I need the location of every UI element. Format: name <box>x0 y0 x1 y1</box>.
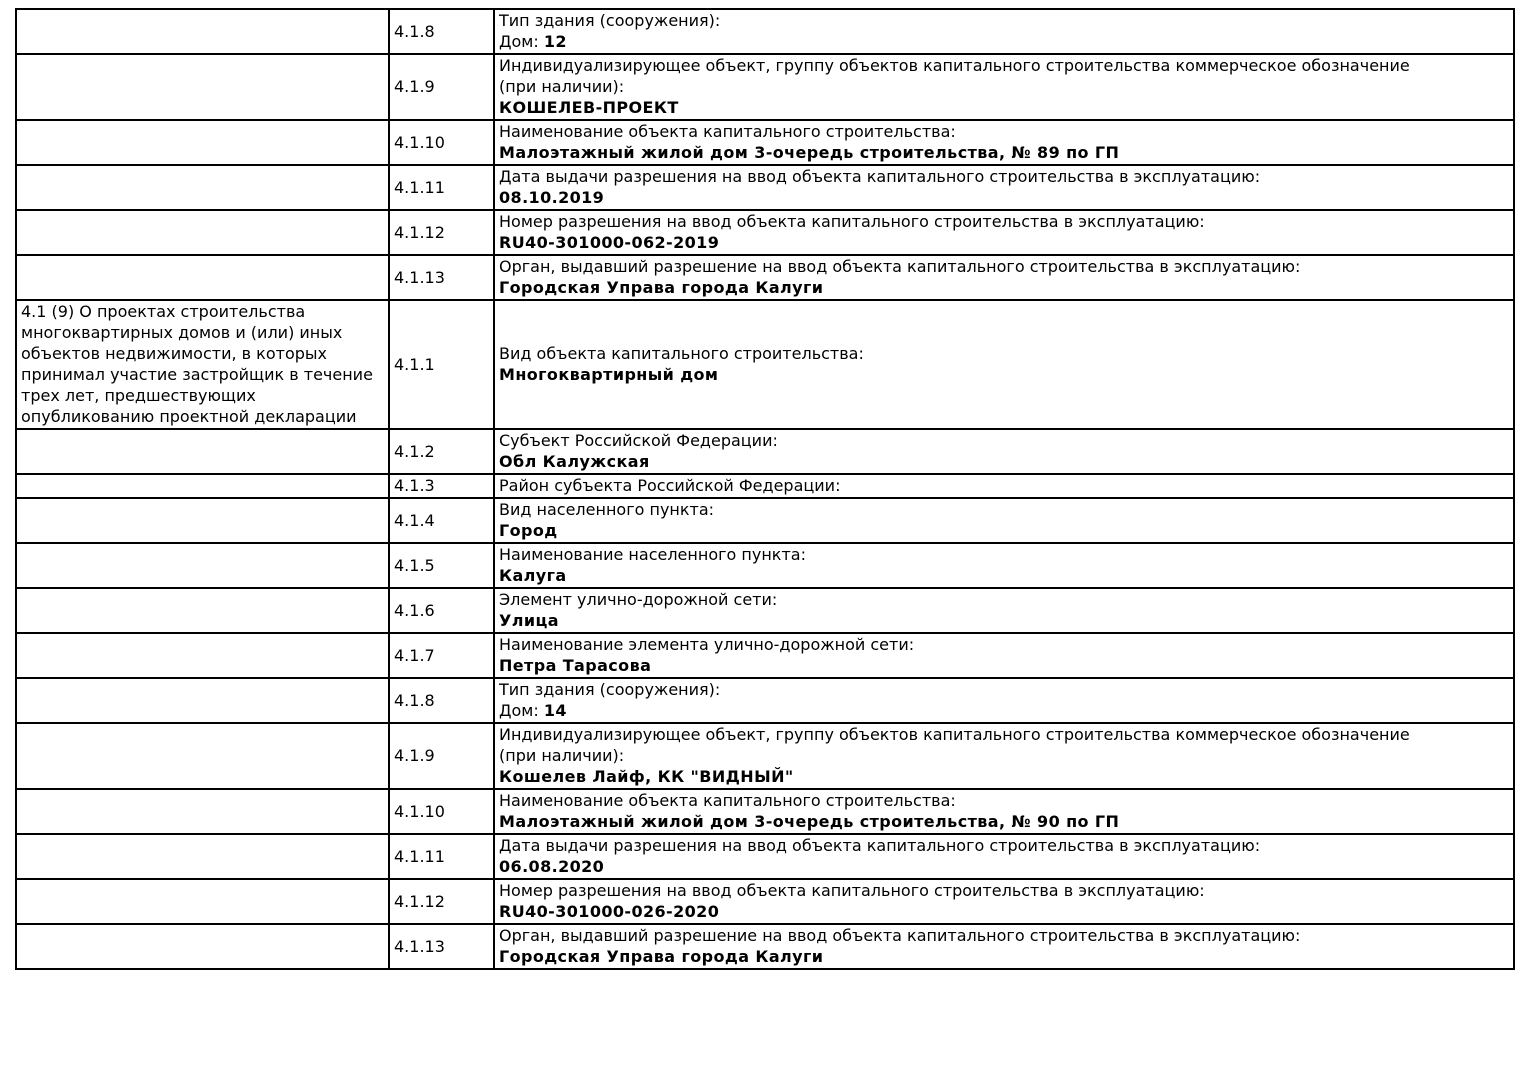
section-cell <box>16 120 389 165</box>
field-value <box>499 277 1509 298</box>
field-value <box>499 856 1509 877</box>
field-value-text: Кошелев Лайф, КК "ВИДНЫЙ" <box>499 767 794 786</box>
code-cell <box>389 120 494 165</box>
field-value-text: Малоэтажный жилой дом 3-очередь строительства, № 90 по ГП <box>499 812 1120 831</box>
content-cell <box>494 678 1514 723</box>
code-cell <box>389 429 494 474</box>
row-code: 4.1.11 <box>394 846 445 866</box>
row-code: 4.1.12 <box>394 891 445 911</box>
code-cell <box>389 723 494 789</box>
table-row <box>16 120 1514 165</box>
row-code: 4.1.9 <box>394 77 435 96</box>
table-row <box>16 678 1514 723</box>
field-value <box>499 97 1509 118</box>
field-value <box>499 610 1509 631</box>
section-cell <box>16 429 389 474</box>
row-code: 4.1.11 <box>394 177 445 197</box>
section-cell <box>16 588 389 633</box>
table-row <box>16 54 1514 120</box>
field-value-text: 12 <box>543 32 567 51</box>
code-cell <box>389 9 494 54</box>
section-cell <box>16 498 389 543</box>
field-label: Номер разрешения на ввод объекта капитального строительства в эксплуатацию: <box>499 881 1205 900</box>
section-cell <box>16 474 389 498</box>
row-code: 4.1.7 <box>394 645 435 665</box>
field-label: Дата выдачи разрешения на ввод объекта капитального строительства в эксплуатацию: <box>499 836 1261 855</box>
field-value-text: Многоквартирный дом <box>499 365 719 384</box>
content-cell <box>494 924 1514 969</box>
content-cell <box>494 165 1514 210</box>
field-value <box>499 901 1509 922</box>
field-label: Наименование объекта капитального строительства: <box>499 791 956 810</box>
table-row <box>16 543 1514 588</box>
field-label: Наименование объекта капитального строительства: <box>499 122 956 141</box>
field-value <box>499 700 1509 721</box>
section-cell <box>16 165 389 210</box>
section-cell <box>16 9 389 54</box>
field-label: Вид населенного пункта: <box>499 500 715 519</box>
code-cell <box>389 588 494 633</box>
code-cell <box>389 879 494 924</box>
field-label: Номер разрешения на ввод объекта капитального строительства в эксплуатацию: <box>499 212 1205 231</box>
code-cell <box>389 255 494 300</box>
field-value-text: КОШЕЛЕВ-ПРОЕКТ <box>499 98 679 117</box>
code-cell <box>389 924 494 969</box>
code-cell <box>389 54 494 120</box>
field-value-prefix: Дом: <box>499 32 544 51</box>
row-code: 4.1.10 <box>394 132 445 152</box>
field-value <box>499 565 1509 586</box>
section-cell <box>16 543 389 588</box>
field-value <box>499 766 1509 787</box>
field-value <box>499 364 1509 385</box>
code-cell <box>389 300 494 429</box>
field-value <box>499 142 1509 163</box>
row-code: 4.1.13 <box>394 267 445 287</box>
row-code: 4.1.9 <box>394 746 435 765</box>
table-row <box>16 924 1514 969</box>
field-label: Элемент улично-дорожной сети: <box>499 590 778 609</box>
field-label: Орган, выдавший разрешение на ввод объекта капитального строительства в эксплуатацию: <box>499 926 1301 945</box>
field-value-text: Городская Управа города Калуги <box>499 947 824 966</box>
row-code: 4.1.2 <box>394 441 435 461</box>
section-cell <box>16 723 389 789</box>
field-label: Тип здания (сооружения): <box>499 680 721 699</box>
content-cell <box>494 834 1514 879</box>
row-code: 4.1.12 <box>394 222 445 242</box>
section-cell <box>16 834 389 879</box>
field-value <box>499 451 1509 472</box>
row-code: 4.1.1 <box>394 354 435 374</box>
table-row <box>16 9 1514 54</box>
field-value <box>499 655 1509 676</box>
content-cell <box>494 588 1514 633</box>
content-cell <box>494 789 1514 834</box>
content-cell <box>494 54 1514 120</box>
field-value <box>499 187 1509 208</box>
field-value-text: Петра Тарасова <box>499 656 652 675</box>
content-cell <box>494 879 1514 924</box>
code-cell <box>389 834 494 879</box>
field-label: Субъект Российской Федерации: <box>499 431 778 450</box>
code-cell <box>389 789 494 834</box>
content-cell <box>494 543 1514 588</box>
content-cell <box>494 300 1514 429</box>
content-cell <box>494 255 1514 300</box>
section-cell <box>16 54 389 120</box>
field-label: Индивидуализирующее объект, группу объектов капитального строительства коммерческое обозначение (при наличии): <box>499 725 1410 765</box>
table-row <box>16 723 1514 789</box>
row-code: 4.1.8 <box>394 21 435 41</box>
content-cell <box>494 429 1514 474</box>
table-row <box>16 210 1514 255</box>
field-value <box>499 811 1509 832</box>
field-value <box>499 31 1509 52</box>
field-value-text: RU40-301000-062-2019 <box>499 233 720 252</box>
row-code: 4.1.3 <box>394 476 435 495</box>
field-value-text: 14 <box>543 701 567 720</box>
row-code: 4.1.8 <box>394 690 435 710</box>
field-value-text: Малоэтажный жилой дом 3-очередь строительства, № 89 по ГП <box>499 143 1120 162</box>
table-row <box>16 879 1514 924</box>
field-value-text: 06.08.2020 <box>499 857 605 876</box>
field-value-text: Город <box>499 521 558 540</box>
section-cell <box>16 210 389 255</box>
content-cell <box>494 120 1514 165</box>
table-row <box>16 498 1514 543</box>
field-value <box>499 520 1509 541</box>
row-code: 4.1.6 <box>394 600 435 620</box>
field-value-text: Калуга <box>499 566 567 585</box>
field-value <box>499 232 1509 253</box>
code-cell <box>389 498 494 543</box>
section-label: 4.1 (9) О проектах строительства многоквартирных домов и (или) иных объектов недвижимости, в которых принимал участие застройщик в течение трех лет, предшествующих опубликованию проектной декларации <box>21 302 373 426</box>
field-label: Тип здания (сооружения): <box>499 11 721 30</box>
code-cell <box>389 165 494 210</box>
field-value-text: Городская Управа города Калуги <box>499 278 824 297</box>
code-cell <box>389 210 494 255</box>
field-value <box>499 946 1509 967</box>
row-code: 4.1.5 <box>394 555 435 575</box>
declaration-table <box>15 8 1515 970</box>
field-label: Наименование населенного пункта: <box>499 545 806 564</box>
field-label: Индивидуализирующее объект, группу объектов капитального строительства коммерческое обозначение (при наличии): <box>499 56 1410 96</box>
table-row <box>16 789 1514 834</box>
table-row <box>16 633 1514 678</box>
table-row <box>16 300 1514 429</box>
code-cell <box>389 474 494 498</box>
field-value-text: RU40-301000-026-2020 <box>499 902 720 921</box>
row-code: 4.1.10 <box>394 801 445 821</box>
field-value-text: Улица <box>499 611 559 630</box>
code-cell <box>389 678 494 723</box>
table-row <box>16 588 1514 633</box>
table-row <box>16 165 1514 210</box>
content-cell <box>494 474 1514 498</box>
row-code: 4.1.13 <box>394 936 445 956</box>
table-row <box>16 474 1514 498</box>
field-label: Орган, выдавший разрешение на ввод объекта капитального строительства в эксплуатацию: <box>499 257 1301 276</box>
table-row <box>16 255 1514 300</box>
field-value-text: 08.10.2019 <box>499 188 605 207</box>
field-label: Район субъекта Российской Федерации: <box>499 476 841 495</box>
content-cell <box>494 723 1514 789</box>
row-code: 4.1.4 <box>394 510 435 530</box>
code-cell <box>389 633 494 678</box>
section-cell <box>16 255 389 300</box>
field-label: Вид объекта капитального строительства: <box>499 344 864 363</box>
section-cell <box>16 789 389 834</box>
table-row <box>16 834 1514 879</box>
section-cell <box>16 879 389 924</box>
content-cell <box>494 210 1514 255</box>
content-cell <box>494 9 1514 54</box>
field-label: Наименование элемента улично-дорожной сети: <box>499 635 915 654</box>
field-value-prefix: Дом: <box>499 701 544 720</box>
code-cell <box>389 543 494 588</box>
content-cell <box>494 498 1514 543</box>
section-cell <box>16 924 389 969</box>
section-cell <box>16 678 389 723</box>
section-cell <box>16 633 389 678</box>
declaration-table-body <box>16 9 1514 969</box>
field-label: Дата выдачи разрешения на ввод объекта капитального строительства в эксплуатацию: <box>499 167 1261 186</box>
content-cell <box>494 633 1514 678</box>
section-cell <box>16 300 389 429</box>
table-row <box>16 429 1514 474</box>
field-value-text: Обл Калужская <box>499 452 650 471</box>
